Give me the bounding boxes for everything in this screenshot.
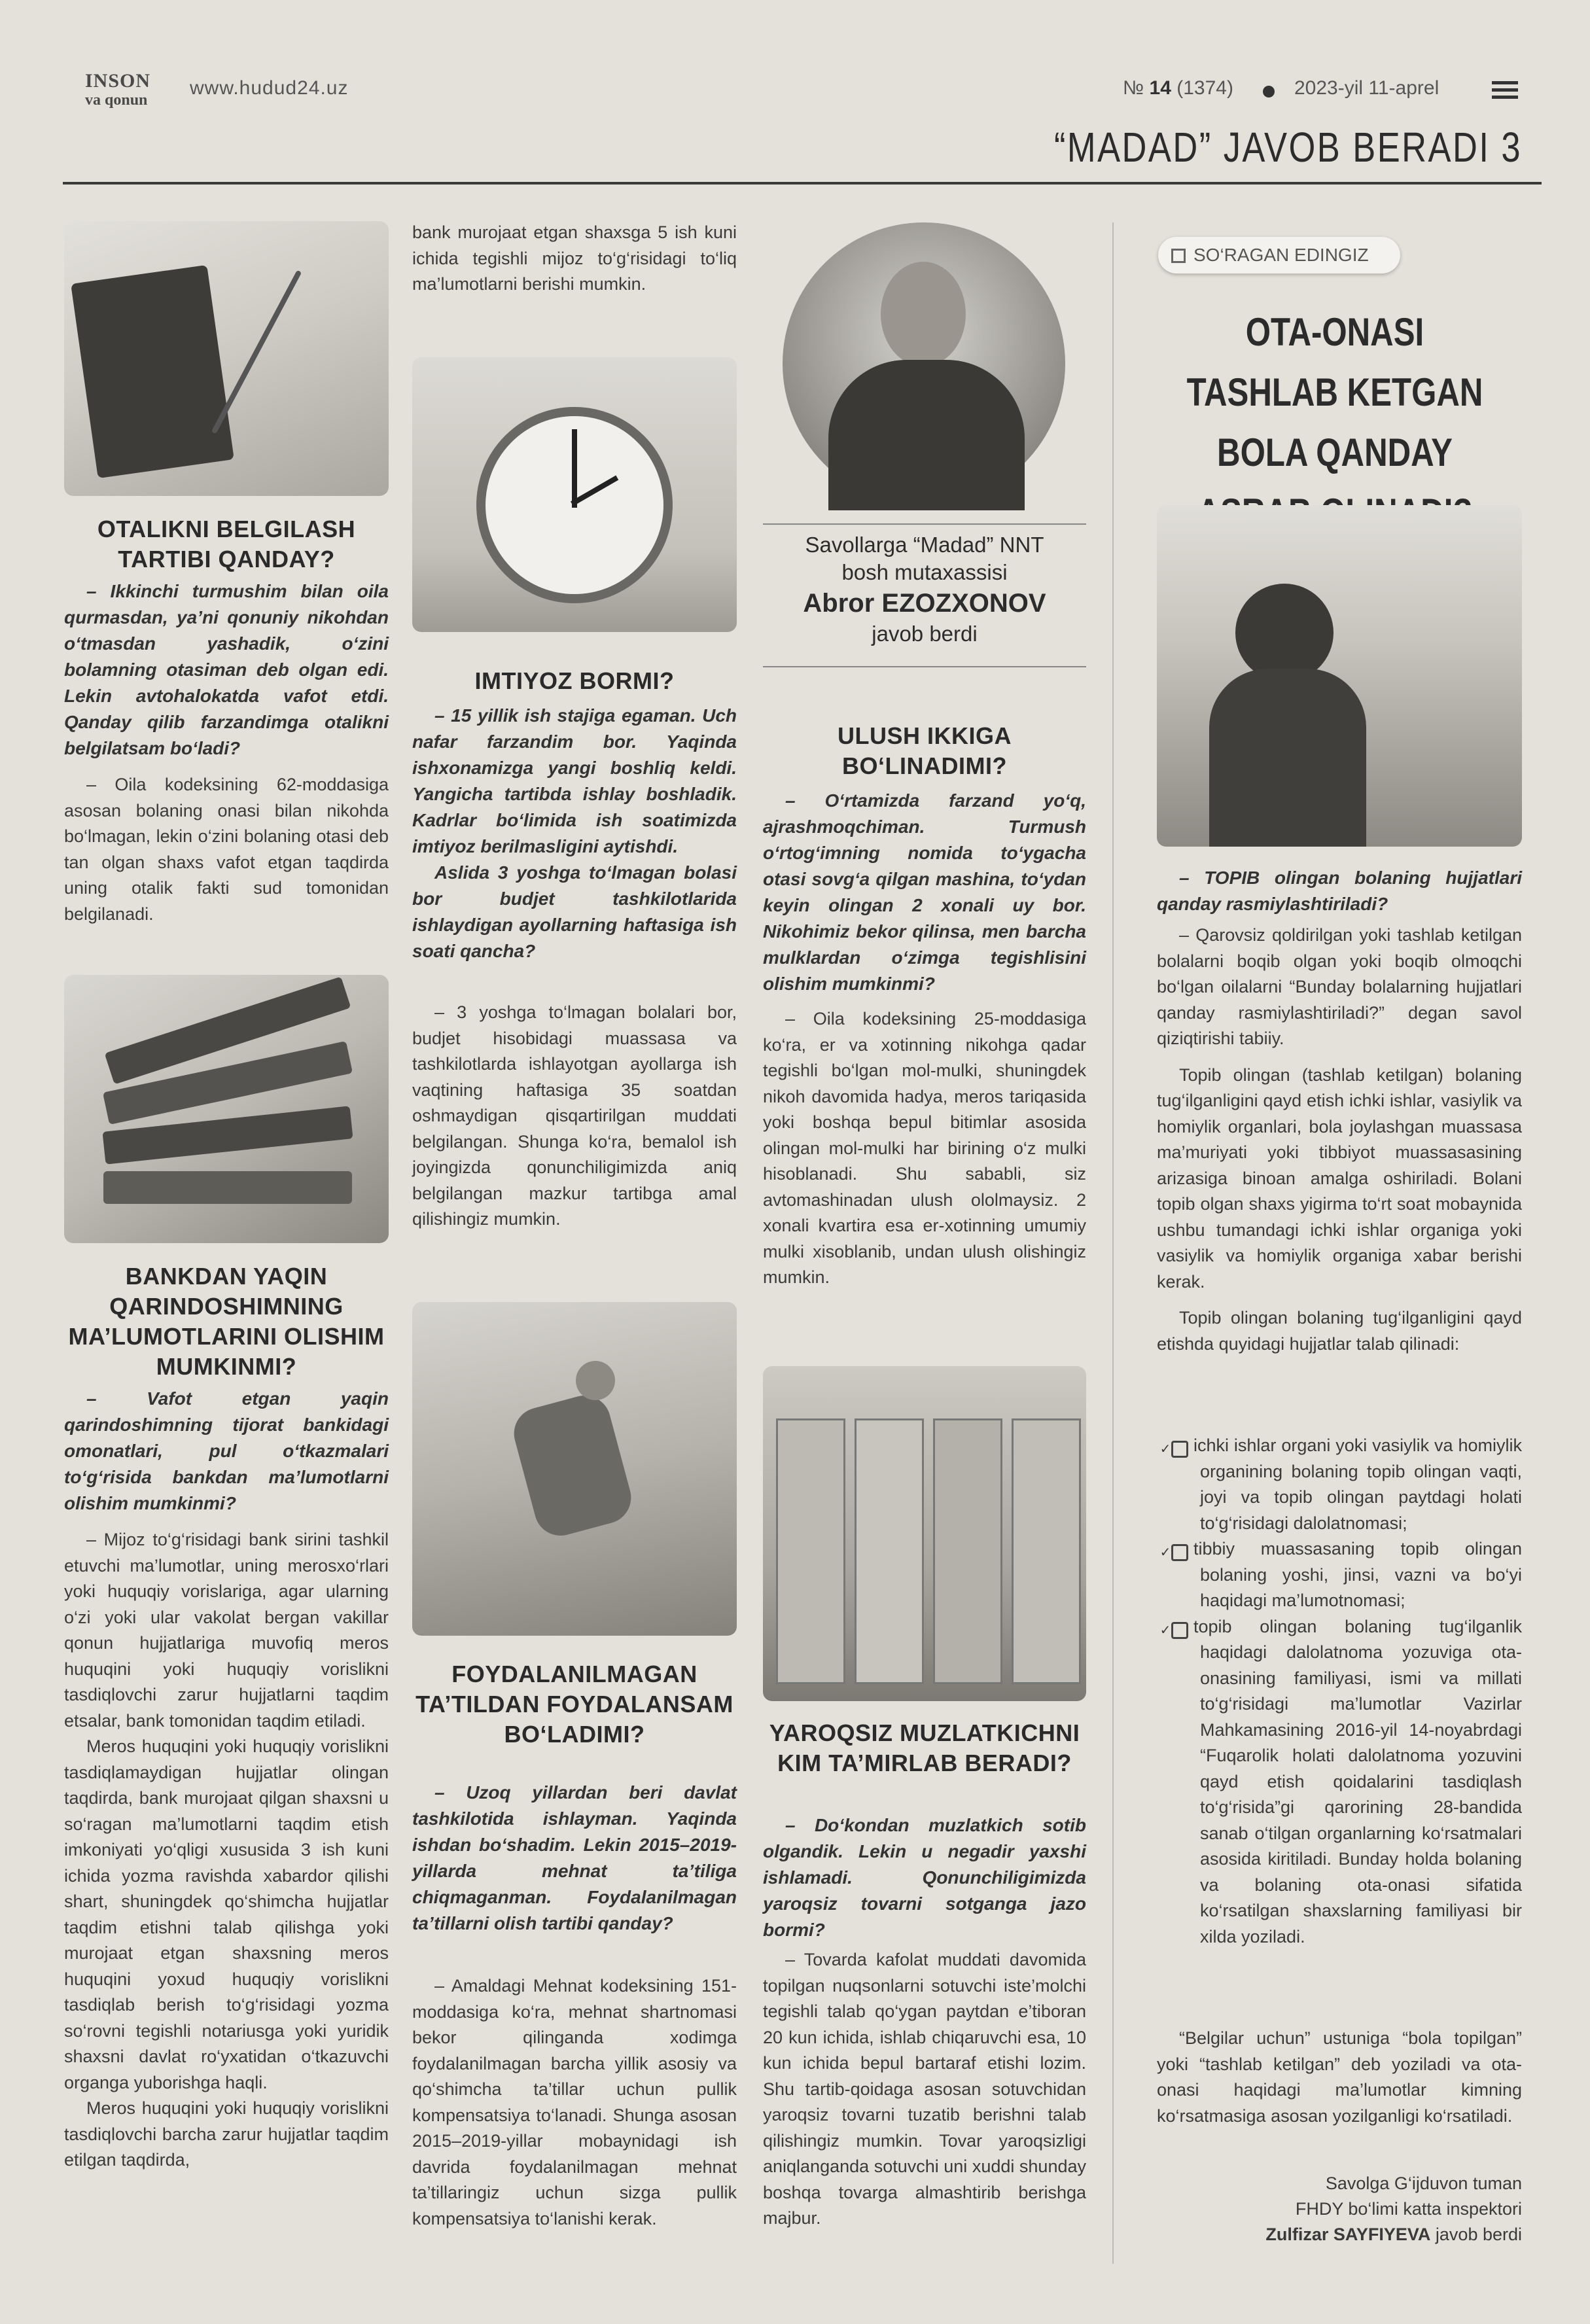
list-item: ✓ ichki ishlar organi yoki vasiylik va homiylik organining bolaning topib olingan vaqti, joyi va topib olingan paytdagi holati to‘g‘risidagi dalolatnomasi;	[1159, 1435, 1522, 1533]
answer-belgilar: “Belgilar uchun” ustuniga “bola topilgan” yoki “tashlab ketilgan” deb yoziladi va ota-onasi haqidagi ma’lumotlar kimning ko‘rsatmasiga asosan yozilganligi ko‘rsatiladi.	[1157, 2028, 1522, 2126]
answer-bank: – Mijoz to‘g‘risidagi bank sirini tashkil etuvchi ma’lumotlar, uning merosxo‘rlari yoki huquqiy vorislariga, agar ularning o‘zi yoki ular vakolat bergan vakillar qonun hujjatlariga muvofiq meros huquqini yoki huquqiy vorislikni tasdiqlovchi zarur hujjatlarni taqdim etsalar, bank tomonidan taqdim etiladi. Meros huquqini yoki huquqiy vorislikni tasdiqlamaydigan hujjatlar olingan taqdirda, bank murojaat qilgan shaxsni u so‘ragan ma’lumotlarni taqdim etish imkoniyati yo‘qligi xususida 3 ish kuni ichida yozma ravishda xabardor qilishi shart, shuningdek qo‘shimcha hujjatlar taqdim etishni talab qilishga yoki murojaat etgan shaxsning meros huquqini yoxud huquqiy vorislikni tasdiqlab berish to‘g‘risidagi yozma so‘rovni tegishli notariusga yoki yuridik shaxsni davlat ro‘yxatidan o‘tkazuvchi organga yuborishga haqli. Meros huquqini yoki huquqiy vorislikni tasdiqlovchi barcha zarur hujjatlar taqdim etilgan taqdirda,	[64, 1530, 389, 2170]
newspaper-logo	[85, 71, 170, 113]
question-tatil: – Uzoq yillardan beri davlat tashkilotida ishlayman. Yaqinda ishdan bo‘shadim. Lekin 2015–2019-yillarda mehnat ta’tiliga chiqmaganman. Foydalanilmagan ta’tillarni olish tartibi qanday?	[412, 1782, 737, 1933]
alarm-clock-photo	[412, 357, 737, 632]
heading-muzlatkich: YAROQSIZ MUZLATKICHNI KIM TA’MIRLAB BERADI?	[769, 1719, 1080, 1776]
signature-line2: FHDY bo‘limi katta inspektori	[1295, 2199, 1522, 2219]
passport-photo	[64, 221, 389, 496]
section-badge	[1158, 237, 1400, 273]
signature	[1157, 2171, 1522, 2247]
signature-line1: Savolga G‘ijduvon tuman	[1325, 2174, 1522, 2193]
folders-photo	[64, 975, 389, 1243]
question-bank: – Vafot etgan yaqin qarindoshimning tijorat bankidagi omonatlari, pul o‘tkazmalari to‘g‘risida bankdan ma’lumotlarni olishim mumkinmi?	[64, 1388, 389, 1513]
issue-number-value: 14	[1149, 77, 1171, 99]
header-divider	[63, 182, 1542, 185]
expert-line1: Savollarga “Madad” NNT	[805, 533, 1044, 557]
expert-divider-top	[763, 523, 1086, 525]
expert-name: Abror EZOZXONOV	[803, 589, 1046, 618]
child-photo	[1157, 505, 1522, 847]
signature-line3: Zulfizar SAYFIYEVA javob berdi	[1265, 2225, 1522, 2244]
issue-total: (1374)	[1176, 77, 1233, 99]
logo-top-text: INSON	[85, 70, 151, 92]
document-list	[1159, 1433, 1522, 1950]
website-url[interactable]: www.hudud24.uz	[190, 77, 349, 99]
list-item: ✓ tibbiy muassasaning topib olingan bolaning yoshi, jinsi, vazni va bo‘yi haqidagi ma’lumotnomasi;	[1159, 1539, 1522, 1610]
question-imtiyoz: – 15 yillik ish stajiga egaman. Uch nafar farzandim bor. Yaqinda ishxonamizga yangi boshliq keldi. Yangicha tartibda ishlay boshladik. Kadrlar bo‘limida ish soatimizda imtiyoz berilmasligini aytishdi. Aslida 3 yoshga to‘lmagan bolasi bor budjet tashkilotlarida ishlaydigan ayollarning haftasiga ish soati qancha?	[412, 705, 737, 961]
heading-otalik: OTALIKNI BELGILASH TARTIBI QANDAY?	[97, 516, 356, 572]
badge-label: SO‘RAGAN EDINGIZ	[1193, 245, 1369, 265]
expert-caption	[763, 531, 1086, 648]
answer-muzlatkich: – Tovarda kafolat muddati davomida topilgan nuqsonlarni sotuvchi iste’molchi tegishli talab qo‘ygan paytdan e’tiboran 20 kun ichida, ishlab chiqaruvchi esa, 10 kun ichida bepul bartaraf etishi lozim. Shu tartib-qoidaga asosan sotuvchidan yaroqsiz tovarni tuzatib berishni talab qilishingiz mumkin. Tovar yaroqsizligi aniqlanganda sotuvchi uni xuddi shunday boshqa tovarga almashtirib berishga majbur.	[763, 1950, 1086, 2228]
expert-line3: javob berdi	[872, 622, 978, 646]
answer-ulush: – Oila kodeksining 25-moddasiga ko‘ra, er va xotinning nikohga qadar tegishli bo‘lgan mol-mulki, shuningdek nikoh davomida hadya, meros tariqasida yoki boshqa bepul bitimlar asosida olingan mol-mulki har birining o‘z mulki hisoblanadi. Shu sababli, siz avtomashinadan ulush ololmaysiz. 2 xonali kvartira esa er-xotinning umumiy mulki xisoblanib, undan ulush olishingiz mumkin.	[763, 1009, 1086, 1287]
issue-number	[1123, 77, 1233, 99]
question-muzlatkich: – Do‘kondan muzlatkich sotib olgandik. Lekin u negadir yaxshi ishlamadi. Qonunchiligimizda yaroqsiz tovarni sotganga jazo bormi?	[763, 1815, 1086, 1940]
issue-date: 2023-yil 11-aprel	[1294, 77, 1440, 99]
checkbox-icon: ✓	[1171, 1544, 1188, 1561]
expert-portrait	[783, 222, 1065, 505]
heading-tatil: FOYDALANILMAGAN TA’TILDAN FOYDALANSAM BO‘LADIMI?	[415, 1661, 733, 1748]
answer-otalik: – Oila kodeksining 62-moddasiga asosan bolaning onasi bilan nikohda bo‘lmagan, lekin o‘zini bolaning otasi deb tan olgan shaxs vafot etgan taqdirda uning otalik fakti sud tomonidan belgilanadi.	[64, 775, 389, 924]
answer-imtiyoz: – 3 yoshga to‘lmagan bolalari bor, budjet hisobidagi muassasa va tashkilotlarda ishlayotgan ayollarga ish vaqtining haftasiga 35 soatdan oshmaydigan qisqartirilgan muddati belgilangan. Shunga ko‘ra, bemalol ish joyingizda qonunchiligimizda aniq belgilangan mazkur tartibga amal qilishingiz mumkin.	[412, 1002, 737, 1229]
expert-divider-bottom	[763, 666, 1086, 667]
question-ulush: – O‘rtamizda farzand yo‘q, ajrashmoqchiman. Turmush o‘rtog‘imning nomida to‘ygacha otasi sovg‘a qilgan mashina, to‘ydan keyin olingan 2 xonali uy bor. Nikohimiz bekor qilinsa, men barcha mulklardan o‘zimga tegishlisini olishim mumkinmi?	[763, 790, 1086, 994]
list-item: ✓ topib olingan bolaning tug‘ilganlik haqidagi dalolatnoma yozuviga ota-onasining familiyasi, ismi va millati to‘g‘risidagi ma’lumotlar Vazirlar Mahkamasining 2016-yil 14-noyabrdagi “Fuqarolik holati dalolatnoma yozuvini qayd etish qoidalarini tasdiqlash to‘g‘risida”gi qarorining 28-bandida sanab o‘tilgan organlarning ko‘rsatmalari asosida kiritiladi. Bunday holda bolaning va bolaning ota-onasi sifatida ko‘rsatilgan shaxslarning familiyasi bir xilda yoziladi.	[1159, 1616, 1522, 1946]
refrigerators-photo	[763, 1366, 1086, 1701]
checkbox-icon: ✓	[1171, 1622, 1188, 1639]
bank-continuation: bank murojaat etgan shaxsga 5 ish kuni ichida tegishli mijoz to‘g‘risidagi to‘liq ma’lumotlarni berishi mumkin.	[412, 222, 737, 294]
question-topib: – TOPIB olingan bolaning hujjatlari qanday rasmiylashtiriladi?	[1157, 868, 1522, 914]
checkbox-icon: ✓	[1171, 1441, 1188, 1458]
answer-topib: – Qarovsiz qoldirilgan yoki tashlab ketilgan bolalarni boqib olgan yoki boqib olmoqchi bo‘lgan oilalarni “Bunday bolalarning hujjatlari qanday rasmiylashtiriladi?” degan savol qiziqtirishi tabiiy. Topib olingan (tashlab ketilgan) bolaning tug‘ilganligini qayd etish ichki ishlar, vasiylik va homiylik organlari, bola joylashgan muassasa ma’muriyati yoki tibbiyot muassasasining arizasiga binoan amalga oshiriladi. Bolani topib olgan shaxs yigirma to‘rt soat mobaynida ushbu tumandagi ichki ishlar organiga yoki vasiylik va homiylik organiga xabar berishi kerak. Topib olingan bolaning tug‘ilganligini qayd etishda quyidagi hujjatlar talab qilinadi:	[1157, 925, 1522, 1354]
logo-bottom-text: va qonun	[85, 92, 148, 109]
section-title: “MADAD” JAVOB BERADI 3	[1053, 124, 1522, 171]
question-otalik: – Ikkinchi turmushim bilan oila qurmasdan, ya’ni qonuniy nikohdan o‘tmasdan yashadik, o‘zini bolamning otasiman deb olgan edi. Lekin avtohalokatda vafot etdi. Qanday qilib farzandimga otalikni belgilatsam bo‘ladi?	[64, 581, 389, 758]
menu-icon[interactable]	[1492, 81, 1518, 101]
grid-icon	[1171, 249, 1186, 263]
expert-line2: bosh mutaxassisi	[841, 560, 1008, 584]
running-man-photo	[412, 1302, 737, 1636]
issue-prefix: №	[1123, 77, 1144, 99]
heading-imtiyoz: IMTIYOZ BORMI?	[474, 667, 675, 694]
feature-title: OTA-ONASI TASHLAB KETGAN BOLA QANDAY	[1186, 310, 1483, 474]
separator-dot	[1263, 86, 1275, 97]
answer-tatil: – Amaldagi Mehnat kodeksining 151-moddasiga ko‘ra, mehnat shartnomasi bekor qilinganda xodimga foydalanilmagan barcha yillik asosiy va qo‘shimcha ta’tillar uchun pullik kompensatsiya to‘lanadi. Shunga asosan 2015–2019-yillar mobaynidagi ish davrida foydalanilmagan mehnat ta’tillaringiz uchun sizga pullik kompensatsiya to‘lanishi kerak.	[412, 1976, 737, 2228]
heading-ulush: ULUSH IKKIGA BO‘LINADIMI?	[838, 722, 1012, 779]
column-divider	[1112, 222, 1114, 2264]
heading-bank: BANKDAN YAQIN QARINDOSHIMNING MA’LUMOTLARINI OLISHIM MUMKINMI?	[68, 1263, 385, 1380]
